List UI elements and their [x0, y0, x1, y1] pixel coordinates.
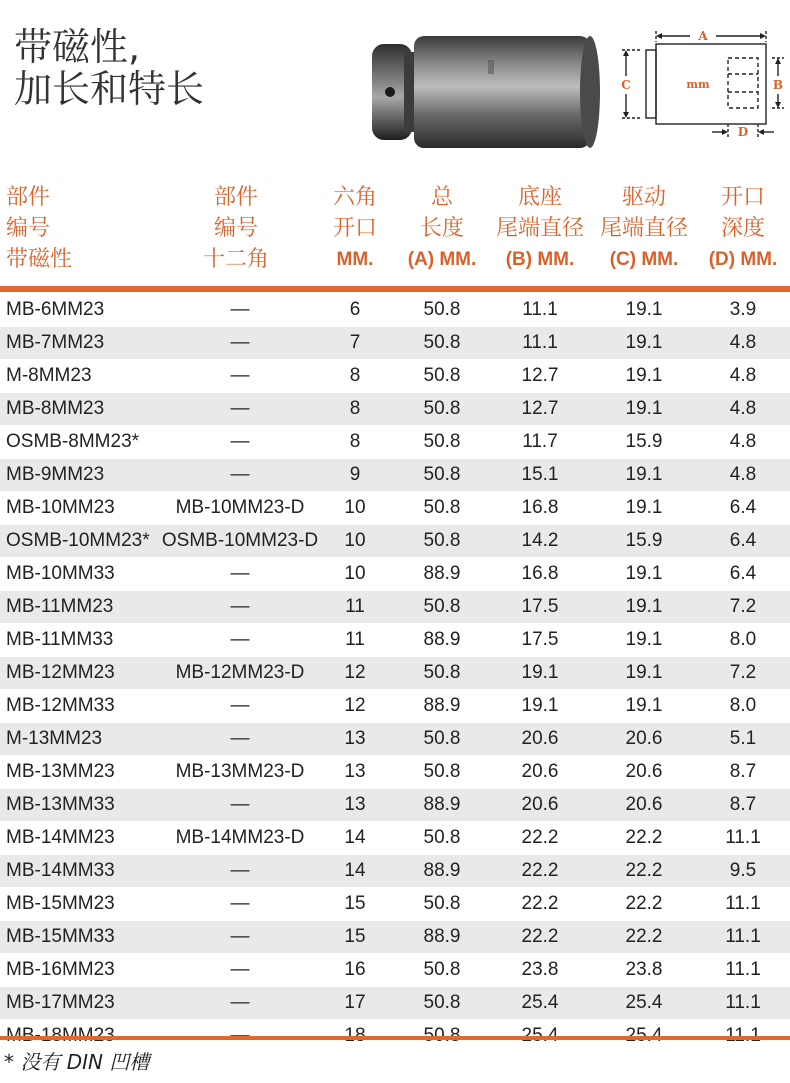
cell-part-number-12pt: MB-14MM23-D — [175, 827, 305, 848]
cell-part-number-magnetic: MB-11MM23 — [6, 596, 114, 617]
cell-overall-length: 50.8 — [423, 530, 461, 551]
cell-opening-depth: 8.0 — [729, 629, 757, 650]
cell-hex-opening: 10 — [344, 497, 366, 518]
cell-base-diameter: 17.5 — [521, 629, 559, 650]
header-opening-depth: 开口 深度 (D) MM. — [708, 185, 778, 270]
cell-part-number-magnetic: MB-17MM23 — [6, 992, 115, 1013]
cell-hex-opening: 7 — [349, 332, 361, 353]
cell-overall-length: 88.9 — [423, 563, 461, 584]
table-row — [0, 294, 790, 327]
cell-part-number-12pt: — — [230, 431, 250, 452]
cell-part-number-12pt: — — [230, 563, 250, 584]
cell-base-diameter: 16.8 — [521, 497, 559, 518]
header-base-diameter: 底座 尾端直径 (B) MM. — [495, 185, 584, 270]
table-row — [0, 690, 790, 723]
cell-opening-depth: 6.4 — [729, 563, 757, 584]
cell-base-diameter: 16.8 — [521, 563, 559, 584]
cell-hex-opening: 12 — [344, 662, 366, 683]
cell-hex-opening: 16 — [344, 959, 366, 980]
cell-drive-diameter: 22.2 — [625, 893, 663, 914]
cell-base-diameter: 22.2 — [521, 827, 559, 848]
cell-hex-opening: 10 — [344, 563, 366, 584]
cell-drive-diameter: 19.1 — [625, 398, 663, 419]
cell-part-number-12pt: — — [230, 794, 250, 815]
cell-opening-depth: 4.8 — [729, 464, 757, 485]
cell-part-number-12pt: — — [230, 728, 250, 749]
cell-opening-depth: 4.8 — [729, 332, 757, 353]
table-row — [0, 822, 790, 855]
header-part-number-magnetic: 部件 编号 带磁性 — [6, 185, 73, 272]
cell-base-diameter: 22.2 — [521, 893, 559, 914]
cell-part-number-magnetic: MB-6MM23 — [6, 299, 105, 320]
cell-drive-diameter: 23.8 — [625, 959, 663, 980]
cell-opening-depth: 6.4 — [729, 497, 757, 518]
table-body — [0, 294, 790, 1053]
cell-hex-opening: 13 — [344, 794, 366, 815]
title-line-2: 加长和特长 — [14, 67, 205, 111]
cell-base-diameter: 20.6 — [521, 794, 559, 815]
cell-opening-depth: 8.0 — [729, 695, 757, 716]
cell-part-number-12pt: — — [230, 596, 250, 617]
cell-base-diameter: 20.6 — [521, 728, 559, 749]
cell-base-diameter: 17.5 — [521, 596, 559, 617]
cell-overall-length: 88.9 — [423, 629, 461, 650]
cell-hex-opening: 9 — [349, 464, 361, 485]
cell-base-diameter: 11.1 — [522, 299, 558, 320]
cell-part-number-12pt: — — [230, 365, 250, 386]
table-row — [0, 459, 790, 492]
cell-base-diameter: 11.7 — [522, 431, 558, 452]
table-row — [0, 327, 790, 360]
cell-opening-depth: 4.8 — [729, 365, 757, 386]
cell-part-number-magnetic: MB-13MM33 — [6, 794, 115, 815]
cell-hex-opening: 15 — [344, 926, 366, 947]
cell-overall-length: 88.9 — [423, 926, 461, 947]
cell-base-diameter: 11.1 — [522, 332, 558, 353]
cell-hex-opening: 14 — [344, 827, 366, 848]
cell-drive-diameter: 19.1 — [625, 563, 663, 584]
cell-opening-depth: 5.1 — [729, 728, 757, 749]
cell-drive-diameter: 22.2 — [625, 827, 663, 848]
cell-part-number-12pt: — — [230, 629, 250, 650]
cell-hex-opening: 8 — [349, 398, 361, 419]
cell-opening-depth: 7.2 — [729, 596, 757, 617]
table-row — [0, 987, 790, 1020]
cell-opening-depth: 6.4 — [729, 530, 757, 551]
cell-part-number-magnetic: OSMB-8MM23* — [6, 431, 140, 452]
cell-hex-opening: 14 — [344, 860, 366, 881]
page-title — [14, 26, 204, 110]
cell-base-diameter: 12.7 — [521, 398, 559, 419]
cell-hex-opening: 8 — [349, 431, 361, 452]
cell-opening-depth: 11.1 — [725, 959, 761, 980]
cell-hex-opening: 17 — [344, 992, 366, 1013]
cell-part-number-magnetic: M-8MM23 — [6, 365, 92, 386]
cell-opening-depth: 11.1 — [725, 926, 761, 947]
cell-part-number-magnetic: MB-9MM23 — [6, 464, 105, 485]
cell-drive-diameter: 19.1 — [625, 662, 663, 683]
table-row — [0, 756, 790, 789]
header-divider — [0, 286, 790, 292]
cell-drive-diameter: 25.4 — [625, 992, 663, 1013]
cell-drive-diameter: 19.1 — [625, 365, 663, 386]
cell-hex-opening: 15 — [344, 893, 366, 914]
cell-hex-opening: 12 — [344, 695, 366, 716]
dimension-diagram — [612, 28, 788, 144]
cell-part-number-12pt: — — [230, 398, 250, 419]
cell-opening-depth: 8.7 — [729, 794, 757, 815]
cell-part-number-magnetic: MB-8MM23 — [6, 398, 105, 419]
cell-part-number-magnetic: MB-16MM23 — [6, 959, 115, 980]
cell-part-number-magnetic: MB-11MM33 — [6, 629, 114, 650]
cell-part-number-12pt: — — [230, 299, 250, 320]
cell-drive-diameter: 20.6 — [625, 728, 663, 749]
cell-drive-diameter: 19.1 — [625, 464, 663, 485]
header-drive-diameter: 驱动 尾端直径 (C) MM. — [599, 185, 688, 270]
table-row — [0, 360, 790, 393]
cell-drive-diameter: 15.9 — [625, 530, 663, 551]
cell-base-diameter: 12.7 — [521, 365, 559, 386]
cell-hex-opening: 13 — [344, 728, 366, 749]
cell-base-diameter: 19.1 — [521, 662, 559, 683]
cell-part-number-magnetic: MB-14MM33 — [6, 860, 115, 881]
table-row — [0, 888, 790, 921]
cell-part-number-12pt: MB-13MM23-D — [175, 761, 305, 782]
cell-part-number-12pt: — — [230, 695, 250, 716]
table-row — [0, 789, 790, 822]
cell-part-number-magnetic: MB-13MM23 — [6, 761, 115, 782]
cell-part-number-magnetic: MB-15MM23 — [6, 893, 115, 914]
cell-overall-length: 88.9 — [423, 695, 461, 716]
label-b: B — [772, 78, 784, 92]
table-row — [0, 723, 790, 756]
cell-opening-depth: 7.2 — [729, 662, 757, 683]
cell-base-diameter: 15.1 — [521, 464, 559, 485]
cell-hex-opening: 13 — [344, 761, 366, 782]
cell-base-diameter: 25.4 — [521, 992, 559, 1013]
table-row — [0, 393, 790, 426]
cell-base-diameter: 20.6 — [521, 761, 559, 782]
cell-part-number-magnetic: MB-10MM23 — [6, 497, 115, 518]
cell-part-number-magnetic: MB-14MM23 — [6, 827, 115, 848]
table-row — [0, 426, 790, 459]
cell-part-number-12pt: — — [230, 332, 250, 353]
title-line-1: 带磁性, — [14, 25, 141, 69]
cell-hex-opening: 10 — [344, 530, 366, 551]
cell-opening-depth: 11.1 — [725, 893, 761, 914]
table-row — [0, 954, 790, 987]
cell-drive-diameter: 19.1 — [625, 695, 663, 716]
cell-part-number-magnetic: OSMB-10MM23* — [6, 530, 150, 551]
table-header — [0, 182, 790, 278]
cell-part-number-12pt: OSMB-10MM23-D — [161, 530, 319, 551]
label-mm: mm — [686, 78, 710, 91]
cell-opening-depth: 8.7 — [729, 761, 757, 782]
cell-hex-opening: 11 — [345, 629, 365, 650]
cell-opening-depth: 4.8 — [729, 431, 757, 452]
cell-overall-length: 50.8 — [423, 959, 461, 980]
cell-overall-length: 50.8 — [423, 398, 461, 419]
cell-drive-diameter: 19.1 — [625, 629, 663, 650]
table-bottom-divider — [0, 1036, 790, 1040]
cell-part-number-12pt: — — [230, 893, 250, 914]
cell-part-number-magnetic: M-13MM23 — [6, 728, 103, 749]
table-row — [0, 492, 790, 525]
cell-opening-depth: 4.8 — [729, 398, 757, 419]
socket-photo — [368, 30, 604, 154]
cell-part-number-12pt: — — [230, 959, 250, 980]
cell-overall-length: 50.8 — [423, 827, 461, 848]
cell-overall-length: 50.8 — [423, 431, 461, 452]
cell-overall-length: 50.8 — [423, 332, 461, 353]
cell-drive-diameter: 22.2 — [625, 926, 663, 947]
cell-base-diameter: 23.8 — [521, 959, 559, 980]
table-row — [0, 921, 790, 954]
cell-hex-opening: 11 — [345, 596, 365, 617]
cell-opening-depth: 3.9 — [729, 299, 757, 320]
cell-drive-diameter: 19.1 — [625, 299, 663, 320]
cell-part-number-magnetic: MB-7MM23 — [6, 332, 105, 353]
table-row — [0, 624, 790, 657]
cell-overall-length: 50.8 — [423, 464, 461, 485]
cell-overall-length: 50.8 — [423, 365, 461, 386]
cell-overall-length: 50.8 — [423, 596, 461, 617]
cell-base-diameter: 14.2 — [521, 530, 559, 551]
cell-drive-diameter: 20.6 — [625, 794, 663, 815]
cell-overall-length: 88.9 — [423, 860, 461, 881]
cell-overall-length: 88.9 — [423, 794, 461, 815]
table-row — [0, 558, 790, 591]
cell-part-number-12pt: — — [230, 464, 250, 485]
cell-part-number-12pt: MB-10MM23-D — [175, 497, 305, 518]
cell-overall-length: 50.8 — [423, 662, 461, 683]
table-row — [0, 525, 790, 558]
cell-drive-diameter: 20.6 — [625, 761, 663, 782]
cell-part-number-12pt: — — [230, 926, 250, 947]
label-c: C — [621, 78, 631, 92]
table-row — [0, 591, 790, 624]
cell-overall-length: 50.8 — [423, 893, 461, 914]
cell-overall-length: 50.8 — [423, 299, 461, 320]
footnote: * 没有 DIN 凹槽 — [4, 1050, 150, 1074]
cell-opening-depth: 11.1 — [725, 827, 761, 848]
cell-part-number-magnetic: MB-10MM33 — [6, 563, 115, 584]
cell-drive-diameter: 22.2 — [625, 860, 663, 881]
cell-hex-opening: 8 — [349, 365, 361, 386]
cell-drive-diameter: 15.9 — [625, 431, 663, 452]
cell-drive-diameter: 19.1 — [625, 332, 663, 353]
table-row — [0, 657, 790, 690]
cell-part-number-magnetic: MB-15MM33 — [6, 926, 115, 947]
cell-part-number-12pt: MB-12MM23-D — [175, 662, 305, 683]
header-hex-opening: 六角 开口 MM. — [332, 185, 377, 270]
cell-drive-diameter: 19.1 — [625, 596, 663, 617]
header-part-number-12pt: 部件 编号 十二角 — [202, 185, 269, 272]
cell-part-number-12pt: — — [230, 992, 250, 1013]
cell-base-diameter: 22.2 — [521, 926, 559, 947]
cell-base-diameter: 22.2 — [521, 860, 559, 881]
cell-opening-depth: 9.5 — [729, 860, 757, 881]
cell-overall-length: 50.8 — [423, 992, 461, 1013]
label-d: D — [737, 125, 749, 139]
cell-opening-depth: 11.1 — [725, 992, 761, 1013]
header-overall-length: 总 长度 (A) MM. — [407, 185, 477, 270]
cell-base-diameter: 19.1 — [521, 695, 559, 716]
cell-part-number-magnetic: MB-12MM33 — [6, 695, 115, 716]
cell-part-number-12pt: — — [230, 860, 250, 881]
cell-drive-diameter: 19.1 — [625, 497, 663, 518]
cell-overall-length: 50.8 — [423, 497, 461, 518]
cell-part-number-magnetic: MB-12MM23 — [6, 662, 115, 683]
label-a: A — [698, 29, 708, 43]
cell-overall-length: 50.8 — [423, 761, 461, 782]
table-row — [0, 855, 790, 888]
cell-hex-opening: 6 — [349, 299, 361, 320]
cell-overall-length: 50.8 — [423, 728, 461, 749]
